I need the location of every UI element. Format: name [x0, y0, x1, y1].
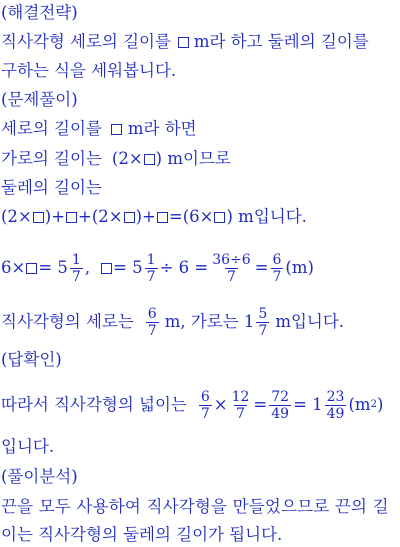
superscript: 2 [370, 399, 377, 410]
perimeter-expression [1, 206, 307, 228]
fraction [210, 252, 252, 285]
blank-box-icon [26, 263, 37, 274]
numerator: 12 [231, 388, 250, 405]
denominator: 7 [71, 268, 81, 285]
numerator: 1 [146, 251, 156, 268]
numerator: 23 [326, 388, 345, 405]
blank-box-icon [66, 212, 77, 223]
math: )+ [44, 207, 66, 226]
heading-strategy [1, 2, 78, 24]
text: ) m입니다. [226, 207, 307, 226]
math: ) [376, 395, 384, 414]
text: m, 가로는 1 [164, 312, 255, 331]
text: m라 하고 둘레의 길이를 [193, 32, 369, 51]
numerator: 6 [272, 251, 282, 268]
blank-box-icon [214, 212, 225, 223]
text: 구하는 식을 세워봅니다. [1, 61, 177, 80]
denominator: 7 [236, 405, 245, 422]
text: m라 하면 [127, 119, 197, 138]
heading-text: (풀이분석) [1, 467, 78, 486]
math: (2× [111, 149, 143, 168]
blank-box-icon [33, 212, 44, 223]
text: 끈을 모두 사용하여 직사각형을 만들었으므로 끈의 길 [1, 497, 389, 516]
math: (m [348, 395, 371, 414]
text: 가로의 길이는 [1, 149, 102, 168]
math: +(2× [78, 207, 123, 226]
blank-box-icon [111, 124, 122, 135]
fraction [146, 306, 159, 339]
blank-box-icon [157, 212, 168, 223]
blank-box-icon [124, 212, 135, 223]
analysis-line-1 [1, 496, 389, 518]
heading-text: (답확인) [1, 350, 62, 369]
numerator: 1 [71, 251, 81, 268]
math: 6× [1, 258, 26, 277]
solution-line-1 [1, 118, 197, 140]
heading-check [1, 349, 62, 371]
denominator: 49 [271, 405, 290, 422]
math: = [253, 395, 268, 414]
text: 직사각형의 세로는 [1, 312, 134, 331]
denominator: 7 [147, 322, 157, 339]
strategy-line-2 [1, 60, 176, 82]
math: (m) [285, 258, 314, 277]
numerator: 6 [147, 305, 157, 322]
heading-text: (해결전략) [1, 3, 78, 22]
fraction [271, 252, 284, 285]
denominator: 49 [326, 405, 345, 422]
fraction [199, 389, 212, 422]
text: 따라서 직사각형의 넓이는 [1, 395, 187, 414]
math: )+ [135, 207, 156, 226]
text: ) m이므로 [155, 149, 231, 168]
math: = 5 [113, 258, 143, 277]
text: 입니다. [1, 437, 55, 456]
text: 직사각형 세로의 길이를 [1, 32, 171, 51]
fraction [145, 252, 158, 285]
analysis-line-2 [1, 524, 282, 546]
solution-line-2 [1, 148, 231, 170]
area-line-end [1, 436, 54, 458]
text: 이는 직사각형의 둘레의 길이가 됩니다. [1, 525, 283, 544]
denominator: 7 [226, 268, 236, 285]
text: 둘레의 길이는 [1, 178, 102, 197]
numerator: 5 [258, 305, 268, 322]
text: 세로의 길이를 [1, 119, 102, 138]
math: =(6× [168, 207, 214, 226]
heading-text: (문제풀이) [1, 90, 78, 109]
equation-line [1, 248, 314, 288]
denominator: 7 [272, 268, 282, 285]
area-line [1, 384, 383, 426]
heading-analysis [1, 466, 78, 488]
fraction [70, 252, 83, 285]
math: = 5 [38, 258, 68, 277]
fraction [256, 306, 269, 339]
text: m입니다. [275, 312, 345, 331]
answer-line [1, 302, 344, 342]
fraction [325, 389, 347, 422]
math: (2× [1, 207, 32, 226]
strategy-line-1 [1, 31, 369, 53]
blank-box-icon [144, 154, 155, 165]
math: = 1 [293, 395, 323, 414]
blank-box-icon [178, 37, 189, 48]
denominator: 7 [146, 268, 156, 285]
fraction [230, 389, 252, 422]
numerator: 72 [271, 388, 290, 405]
numerator: 36÷6 [212, 251, 251, 268]
denominator: 7 [258, 322, 268, 339]
denominator: 7 [200, 405, 210, 422]
blank-box-icon [101, 263, 112, 274]
math: × [213, 395, 228, 414]
numerator: 6 [200, 388, 210, 405]
heading-solution [1, 89, 78, 111]
math: , [84, 258, 91, 277]
fraction [269, 389, 291, 422]
math: = [254, 258, 269, 277]
solution-line-3 [1, 177, 102, 199]
math: ÷ 6 = [159, 258, 209, 277]
